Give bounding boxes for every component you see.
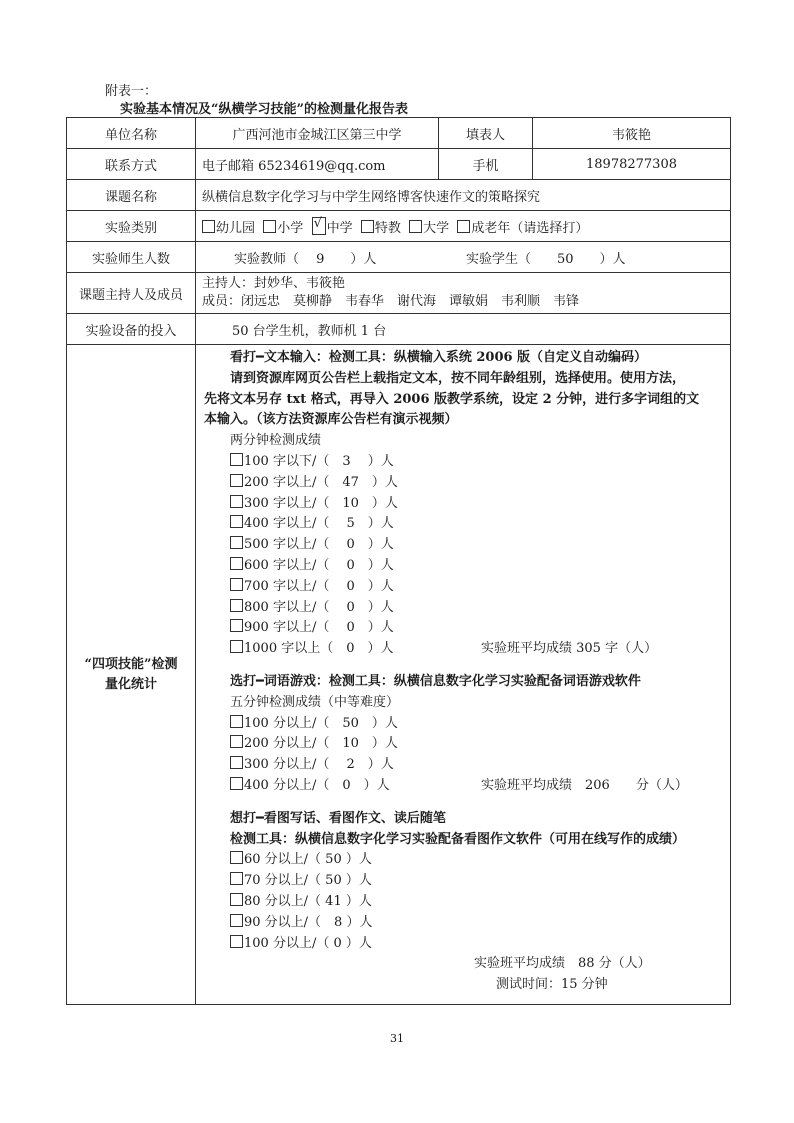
- item-text: 800 字以上/（ 0 ）人: [244, 599, 394, 615]
- checkbox-icon[interactable]: [230, 735, 243, 748]
- item-text: 200 分以上/（ 10 ）人: [244, 736, 398, 752]
- host-label: 课题主持人及成员: [67, 273, 196, 314]
- item-text: 100 字以下/（ 3 ）人: [244, 453, 394, 469]
- checkbox-icon[interactable]: [263, 220, 276, 233]
- checkbox-icon[interactable]: [361, 220, 374, 233]
- checkbox-icon[interactable]: [230, 536, 243, 549]
- item-text: 400 分以上/（ 0 ）人: [244, 777, 390, 793]
- checkbox-icon[interactable]: [230, 851, 243, 864]
- writing-time: 测试时间：15 分钟: [496, 977, 608, 993]
- writing-tool: 检测工具：纵横信息数字化学习实验配备看图作文软件（可用在线写作的成绩）: [230, 831, 686, 847]
- list-item: [196, 535, 730, 556]
- checkbox-icon[interactable]: [230, 619, 243, 632]
- typing-average: 实验班平均成绩 305 字（人）: [481, 641, 658, 657]
- list-item: [196, 494, 730, 515]
- list-item: [196, 913, 730, 934]
- category-option: 幼儿园: [216, 220, 256, 236]
- item-text: 300 字以上/（ 10 ）人: [244, 495, 398, 511]
- list-item: [196, 714, 730, 735]
- members-line: 成员：闭远忠 莫柳静 韦春华 谢代海 谭敏娟 韦利顺 韦锋: [202, 294, 580, 309]
- writing-heading: 想打━看图写话、看图作文、读后随笔: [230, 810, 446, 826]
- phone-label: 手机: [439, 149, 533, 180]
- skills-label: [67, 345, 196, 1005]
- checkbox-icon[interactable]: [230, 640, 243, 653]
- item-text: 70 分以上/（ 50 ）人: [244, 873, 372, 889]
- checked-checkbox-icon[interactable]: [312, 217, 326, 235]
- page-number: 31: [390, 1032, 404, 1045]
- list-item: [196, 452, 730, 473]
- item-text: 60 分以上/（ 50 ）人: [244, 852, 372, 868]
- list-item: [196, 514, 730, 535]
- list-item: [196, 556, 730, 577]
- checkbox-icon[interactable]: [409, 220, 422, 233]
- checkbox-icon[interactable]: [230, 578, 243, 591]
- filler-label: 填表人: [439, 118, 533, 149]
- checkbox-icon[interactable]: [202, 220, 215, 233]
- contact-label: 联系方式: [67, 149, 196, 180]
- typing-sub: 两分钟检测成绩: [230, 433, 322, 449]
- checkbox-icon[interactable]: [230, 515, 243, 528]
- list-item: [196, 850, 730, 871]
- item-text: 700 字以上/（ 0 ）人: [244, 578, 394, 594]
- skills-content: [196, 345, 731, 1005]
- item-text: 300 分以上/（ 2 ）人: [244, 757, 394, 773]
- students-count: 实验学生（ 50 ）人: [466, 251, 626, 267]
- list-item: [196, 734, 730, 755]
- table-row: [67, 149, 731, 180]
- item-text: 80 分以上/（ 41 ）人: [244, 893, 372, 909]
- category-option: 大学: [423, 220, 450, 236]
- list-item: [196, 755, 730, 776]
- checkbox-icon[interactable]: [230, 474, 243, 487]
- checkbox-icon[interactable]: [230, 599, 243, 612]
- checkbox-icon[interactable]: [230, 872, 243, 885]
- table-row: [67, 345, 731, 1005]
- category-option: 成老年（请选择打）: [471, 220, 589, 236]
- equipment-label: 实验设备的投入: [67, 314, 196, 345]
- topic-label: 课题名称: [67, 180, 196, 211]
- host-line: 主持人：封妙华、韦筱艳: [202, 276, 346, 291]
- checkbox-icon[interactable]: [230, 914, 243, 927]
- list-item: [196, 892, 730, 913]
- category-option: 特教: [374, 220, 401, 236]
- typing-desc: 本输入。（该方法资源库公告栏有演示视频）: [204, 412, 458, 428]
- table-row: [67, 242, 731, 273]
- item-text: 900 字以上/（ 0 ）人: [244, 620, 394, 636]
- list-item: [196, 473, 730, 494]
- report-table: [66, 117, 731, 1005]
- category-label: 实验类别: [67, 211, 196, 242]
- item-text: 200 字以上/（ 47 ）人: [244, 474, 398, 490]
- category-option: 小学: [277, 220, 304, 236]
- checkbox-icon[interactable]: [457, 220, 470, 233]
- count-label: 实验师生人数: [67, 242, 196, 273]
- typing-desc: 先将文本另存 txt 格式，再导入 2006 版教学系统，设定 2 分钟，进行多字词组的文: [204, 391, 700, 407]
- list-item: [196, 934, 730, 955]
- phone-value: 18978277308: [533, 149, 731, 180]
- list-item: [196, 776, 730, 797]
- word-game-sub: 五分钟检测成绩（中等难度）: [230, 694, 400, 710]
- category-options: [196, 211, 731, 242]
- checkbox-icon[interactable]: [230, 715, 243, 728]
- count-value: [196, 242, 731, 273]
- attachment-label: 附表一：: [105, 84, 158, 99]
- typing-heading: 看打━文本输入：检测工具：纵横输入系统 2006 版（自定义自动编码）: [230, 350, 648, 365]
- checkbox-icon[interactable]: [230, 893, 243, 906]
- checkbox-icon[interactable]: [230, 935, 243, 948]
- checkbox-icon[interactable]: [230, 557, 243, 570]
- list-item: [196, 618, 730, 639]
- item-text: 100 分以上/（ 0 ）人: [244, 935, 372, 951]
- table-row: [67, 314, 731, 345]
- word-game-average: 实验班平均成绩 206 分（人）: [481, 777, 688, 793]
- list-item: [196, 639, 730, 660]
- category-option: 中学: [326, 220, 353, 236]
- list-item: [196, 577, 730, 598]
- host-members: [196, 273, 731, 314]
- checkbox-icon[interactable]: [230, 495, 243, 508]
- checkbox-icon[interactable]: [230, 453, 243, 466]
- writing-average: 实验班平均成绩 88 分（人）: [474, 956, 651, 972]
- typing-desc: 请到资源库网页公告栏上载指定文本，按不同年龄组别，选择使用。使用方法，: [230, 370, 686, 386]
- contact-value: 电子邮箱 65234619@qq.com: [196, 149, 439, 180]
- item-text: 600 字以上/（ 0 ）人: [244, 557, 394, 573]
- item-text: 500 字以上/（ 0 ）人: [244, 537, 394, 553]
- skills-label-line: 量化统计: [104, 676, 157, 692]
- unit-label: 单位名称: [67, 118, 196, 149]
- table-row: [67, 180, 731, 211]
- teachers-count: 实验教师（ 9 ）人: [234, 251, 377, 267]
- item-text: 90 分以上/（ 8 ）人: [244, 914, 373, 930]
- skills-label-line: “四项技能”检测: [84, 656, 178, 672]
- report-title: 实验基本情况及“纵横学习技能”的检测量化报告表: [120, 102, 408, 117]
- equipment-value: 50 台学生机，教师机 1 台: [196, 314, 731, 345]
- unit-value: 广西河池市金城江区第三中学: [196, 118, 439, 149]
- word-game-heading: 选打━词语游戏：检测工具：纵横信息数字化学习实验配备词语游戏软件: [230, 673, 641, 689]
- checkbox-icon[interactable]: [230, 777, 243, 790]
- checkbox-icon[interactable]: [230, 756, 243, 769]
- item-text: 100 分以上/（ 50 ）人: [244, 715, 398, 731]
- item-text: 1000 字以上（ 0 ）人: [244, 641, 394, 657]
- filler-value: 韦筱艳: [533, 118, 731, 149]
- table-row: [67, 118, 731, 149]
- list-item: [196, 871, 730, 892]
- topic-value: 纵横信息数字化学习与中学生网络博客快速作文的策略探究: [196, 180, 731, 211]
- table-row: [67, 211, 731, 242]
- list-item: [196, 598, 730, 619]
- item-text: 400 字以上/（ 5 ）人: [244, 516, 394, 532]
- table-row: [67, 273, 731, 314]
